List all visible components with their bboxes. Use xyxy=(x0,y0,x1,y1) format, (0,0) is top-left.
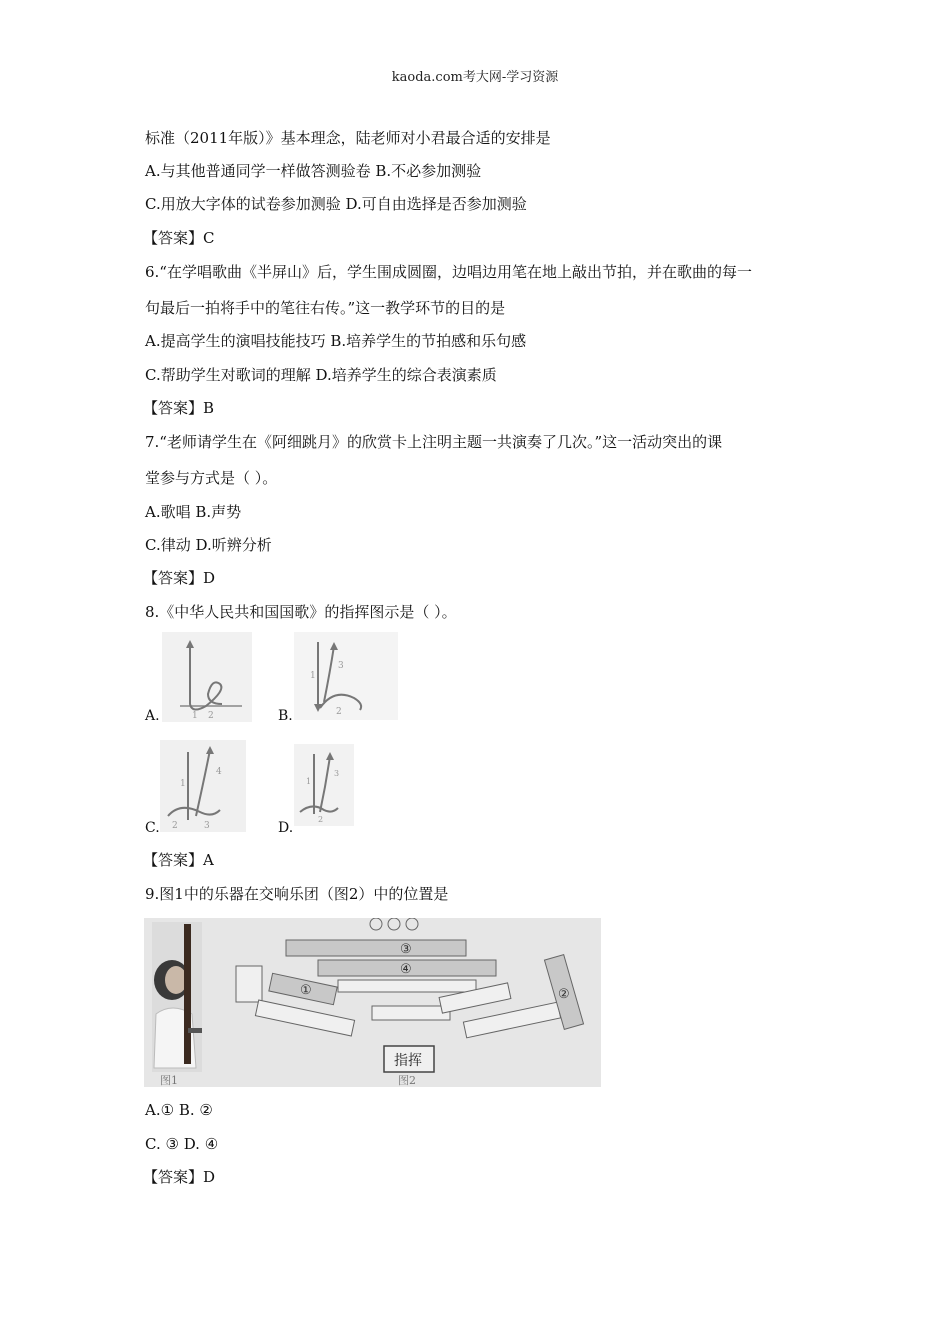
q8-answer: 【答案】A xyxy=(143,851,214,869)
position-4-marker: ④ xyxy=(400,962,412,977)
diagram-b-beat-2: 2 xyxy=(336,707,342,717)
diagram-d-beat-2: 2 xyxy=(318,815,324,824)
q6-answer: 【答案】B xyxy=(143,399,215,417)
conducting-diagram-b xyxy=(294,632,398,720)
diagram-c-beat-4: 4 xyxy=(216,767,222,777)
q6-line-2: 句最后一拍将手中的笔往右传。”这一教学环节的目的是 xyxy=(145,299,506,317)
diagram-c-beat-1: 1 xyxy=(180,779,186,789)
q7-line-2: 堂参与方式是（ ）。 xyxy=(145,469,278,487)
q8-option-a-label: A. xyxy=(145,708,160,724)
diagram-d-beat-3: 3 xyxy=(334,769,340,778)
conducting-diagram-d xyxy=(294,744,354,826)
q6-options-cd: C.帮助学生对歌词的理解 D.培养学生的综合表演素质 xyxy=(145,366,497,384)
diagram-a-beat-2: 2 xyxy=(208,711,214,721)
q9-line-1: 9.图1中的乐器在交响乐团（图2）中的位置是 xyxy=(145,885,449,903)
figure-1-caption: 图1 xyxy=(160,1074,178,1087)
position-2-marker: ② xyxy=(558,987,570,1002)
q6-line-1: 6.“在学唱歌曲《半屏山》后，学生围成圆圈，边唱边用笔在地上敲出节拍，并在歌曲的每一 xyxy=(145,263,752,281)
page-header: kaoda.com考大网-学习资源 xyxy=(391,70,559,85)
q8-option-b-label: B. xyxy=(278,708,293,724)
conducting-diagram-c xyxy=(160,740,246,832)
conducting-diagram-a xyxy=(162,632,252,722)
q7-line-1: 7.“老师请学生在《阿细跳月》的欣赏卡上注明主题一共演奏了几次。”这一活动突出的课 xyxy=(145,433,723,451)
q8-line-1: 8.《中华人民共和国国歌》的指挥图示是（ ）。 xyxy=(145,603,457,621)
diagram-b-beat-3: 3 xyxy=(338,661,344,671)
q7-answer: 【答案】D xyxy=(143,569,216,587)
conductor-label: 指挥 xyxy=(394,1053,422,1069)
q6-options-ab: A.提高学生的演唱技能技巧 B.培养学生的节拍感和乐句感 xyxy=(145,332,527,350)
q8-option-c-label: C. xyxy=(145,820,160,836)
q7-options-ab: A.歌唱 B.声势 xyxy=(145,503,242,521)
diagram-a-beat-1: 1 xyxy=(192,711,198,721)
q9-options-cd: C. ③ D. ④ xyxy=(145,1135,219,1153)
q5-continuation: 标准（2011年版）》基本理念，陆老师对小君最合适的安排是 xyxy=(145,129,551,147)
q5-options-cd: C.用放大字体的试卷参加测验 D.可自由选择是否参加测验 xyxy=(145,195,527,213)
diagram-b-beat-1: 1 xyxy=(310,671,316,681)
diagram-d-beat-1: 1 xyxy=(306,777,312,786)
q5-answer: 【答案】C xyxy=(143,229,215,247)
q7-options-cd: C.律动 D.听辨分析 xyxy=(145,536,272,554)
figure-2-caption: 图2 xyxy=(398,1074,416,1087)
q8-option-d-label: D. xyxy=(278,820,294,836)
orchestra-figure xyxy=(144,918,601,1087)
q5-options-ab: A.与其他普通同学一样做答测验卷 B.不必参加测验 xyxy=(145,162,482,180)
position-3-marker: ③ xyxy=(400,942,412,957)
bassoon-player-illustration xyxy=(152,922,202,1072)
diagram-c-beat-2: 2 xyxy=(172,821,178,831)
q9-answer: 【答案】D xyxy=(143,1168,216,1186)
diagram-c-beat-3: 3 xyxy=(204,821,210,831)
q9-options-ab: A.① B. ② xyxy=(145,1101,213,1119)
position-1-marker: ① xyxy=(300,983,312,998)
